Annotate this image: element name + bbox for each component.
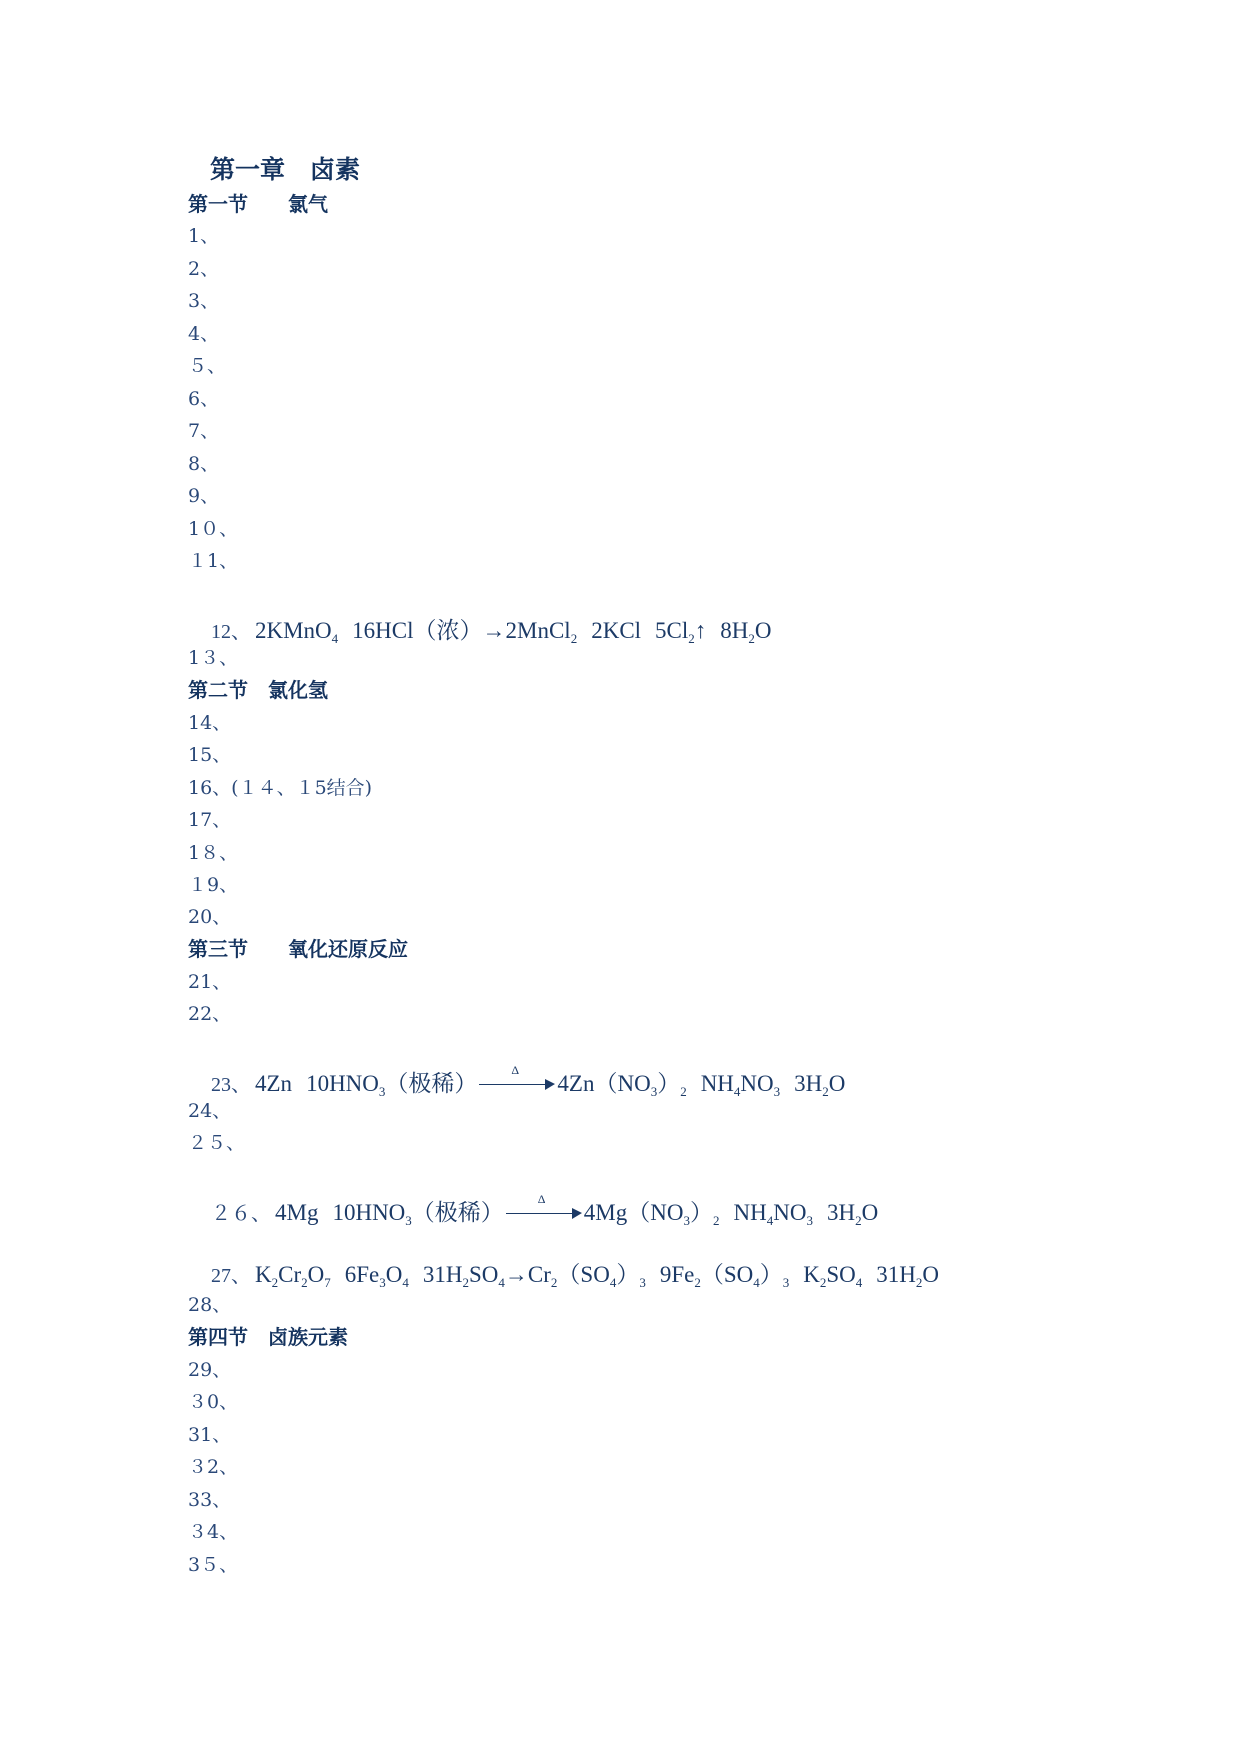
question-item: 24、 — [188, 1100, 232, 1122]
question-item: 2、 — [188, 258, 220, 280]
equation-number: ２６、 — [211, 1203, 271, 1225]
equation-number: 27、 — [211, 1265, 251, 1287]
question-item: １1、 — [188, 550, 239, 572]
question-item: 1３、 — [188, 647, 239, 669]
question-item: ３0、 — [188, 1391, 239, 1413]
question-item: 29、 — [188, 1359, 232, 1381]
question-item: 9、 — [188, 485, 220, 507]
question-item: 1、 — [188, 225, 220, 247]
question-item: 1８、 — [188, 842, 239, 864]
equation-12: 12、 2KMnO$_4$ 16HCl（浓）→2MnCl$_2$ 2KCl $5Cl_2↑$ $8H_2O$ — [211, 618, 772, 646]
question-item: 21、 — [188, 971, 232, 993]
reaction-arrow: Δ — [506, 1203, 582, 1217]
question-item: 3、 — [188, 290, 220, 312]
section-heading-2: 第二节 氯化氢 — [188, 678, 328, 702]
question-item: 3５、 — [188, 1554, 239, 1576]
question-item: ３2、 — [188, 1456, 239, 1478]
section-heading-3: 第三节 氧化还原反应 — [188, 937, 408, 961]
question-item: 22、 — [188, 1003, 232, 1025]
question-item: 16、(１４、１5结合) — [188, 777, 373, 799]
section-heading-1: 第一节 氯气 — [188, 192, 328, 216]
question-item: 1０、 — [188, 518, 239, 540]
question-item: 7、 — [188, 420, 220, 442]
question-item: 28、 — [188, 1294, 232, 1316]
question-item: ２５、 — [188, 1132, 246, 1154]
question-item: 6、 — [188, 388, 220, 410]
chapter-title: 第一章 卤素 — [210, 155, 361, 184]
question-item: ５、 — [188, 355, 227, 377]
question-item: １9、 — [188, 874, 239, 896]
equation-number: 12、 — [211, 621, 251, 643]
equation-23: 23、 4Zn $10HNO_3$（极稀） Δ $4Zn(NO_3)_2$ $NH_4NO_3$ $3H_2O$ — [211, 1063, 846, 1099]
equation-26: ２６、 4Mg $10HNO_3$（极稀） Δ $4Mg(NO_3)_2$ $NH_4NO_3$ $3H_2O$ — [211, 1192, 879, 1228]
question-item: 17、 — [188, 809, 232, 831]
equation-number: 23、 — [211, 1074, 251, 1096]
question-item: ３4、 — [188, 1521, 239, 1543]
question-item: 20、 — [188, 906, 232, 928]
question-item: 4、 — [188, 323, 220, 345]
question-item: 8、 — [188, 453, 220, 475]
question-item: 33、 — [188, 1489, 232, 1511]
equation-27: 27、 $K_2Cr_2O_7$ $6Fe_3O_4$ $31H_2SO_4\to Cr_2(SO_4)_3$ $9Fe_2(SO_4)_3$ $K_2SO_4$ $31H_2O$ — [211, 1262, 939, 1290]
question-item: 31、 — [188, 1424, 232, 1446]
question-item: 14、 — [188, 712, 232, 734]
question-item: 15、 — [188, 744, 232, 766]
reaction-arrow: Δ — [479, 1074, 555, 1088]
section-heading-4: 第四节 卤族元素 — [188, 1325, 348, 1349]
